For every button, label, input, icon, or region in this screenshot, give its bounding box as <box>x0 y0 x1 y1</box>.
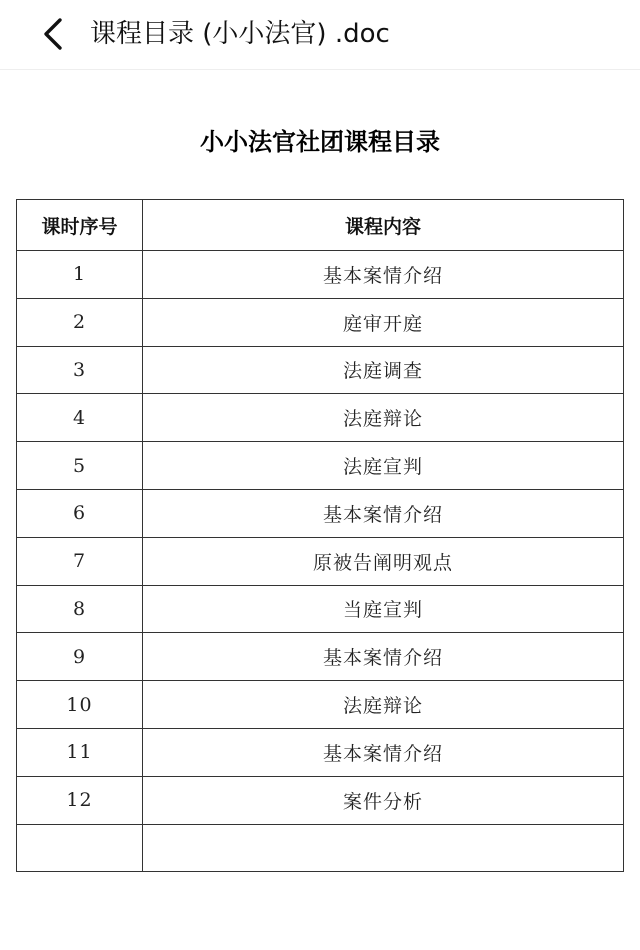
lesson-number-cell: 8 <box>17 585 143 633</box>
course-content-cell: 原被告阐明观点 <box>143 537 624 585</box>
table-row <box>17 681 624 729</box>
course-content-cell: 法庭宣判 <box>143 442 624 490</box>
lesson-number-cell: 11 <box>17 728 143 776</box>
file-title: 课程目录 (小小法官) .doc <box>90 19 390 49</box>
lesson-number-cell: 10 <box>17 681 143 729</box>
top-bar <box>0 0 640 70</box>
table-row <box>17 537 624 585</box>
table-row <box>17 251 624 299</box>
table-row <box>17 489 624 537</box>
table-row-empty <box>17 824 624 872</box>
table-header-row <box>17 200 624 251</box>
course-content-cell: 案件分析 <box>143 776 624 824</box>
column-header-lesson-number: 课时序号 <box>17 200 143 251</box>
lesson-number-cell: 6 <box>17 489 143 537</box>
course-content-cell: 基本案情介绍 <box>143 633 624 681</box>
chevron-left-icon <box>34 12 74 56</box>
course-content-cell: 基本案情介绍 <box>143 251 624 299</box>
lesson-number-cell: 3 <box>17 346 143 394</box>
course-content-cell: 基本案情介绍 <box>143 489 624 537</box>
lesson-number-cell: 1 <box>17 251 143 299</box>
table-row <box>17 585 624 633</box>
lesson-number-cell: 4 <box>17 394 143 442</box>
table-row <box>17 298 624 346</box>
course-content-cell: 基本案情介绍 <box>143 728 624 776</box>
course-content-cell: 法庭辩论 <box>143 394 624 442</box>
lesson-number-cell: 2 <box>17 298 143 346</box>
table-row <box>17 442 624 490</box>
back-button[interactable] <box>34 12 74 56</box>
table-row <box>17 776 624 824</box>
lesson-number-cell: 5 <box>17 442 143 490</box>
course-content-cell: 法庭调查 <box>143 346 624 394</box>
course-table <box>16 199 624 872</box>
table-row <box>17 394 624 442</box>
course-content-cell: 法庭辩论 <box>143 681 624 729</box>
column-header-course-content: 课程内容 <box>143 200 624 251</box>
table-row <box>17 728 624 776</box>
course-content-cell <box>143 824 624 872</box>
document-title: 小小法官社团课程目录 <box>200 128 440 156</box>
table-row <box>17 633 624 681</box>
lesson-number-cell: 9 <box>17 633 143 681</box>
lesson-number-cell: 7 <box>17 537 143 585</box>
course-content-cell: 庭审开庭 <box>143 298 624 346</box>
lesson-number-cell: 12 <box>17 776 143 824</box>
lesson-number-cell <box>17 824 143 872</box>
course-content-cell: 当庭宣判 <box>143 585 624 633</box>
table-row <box>17 346 624 394</box>
